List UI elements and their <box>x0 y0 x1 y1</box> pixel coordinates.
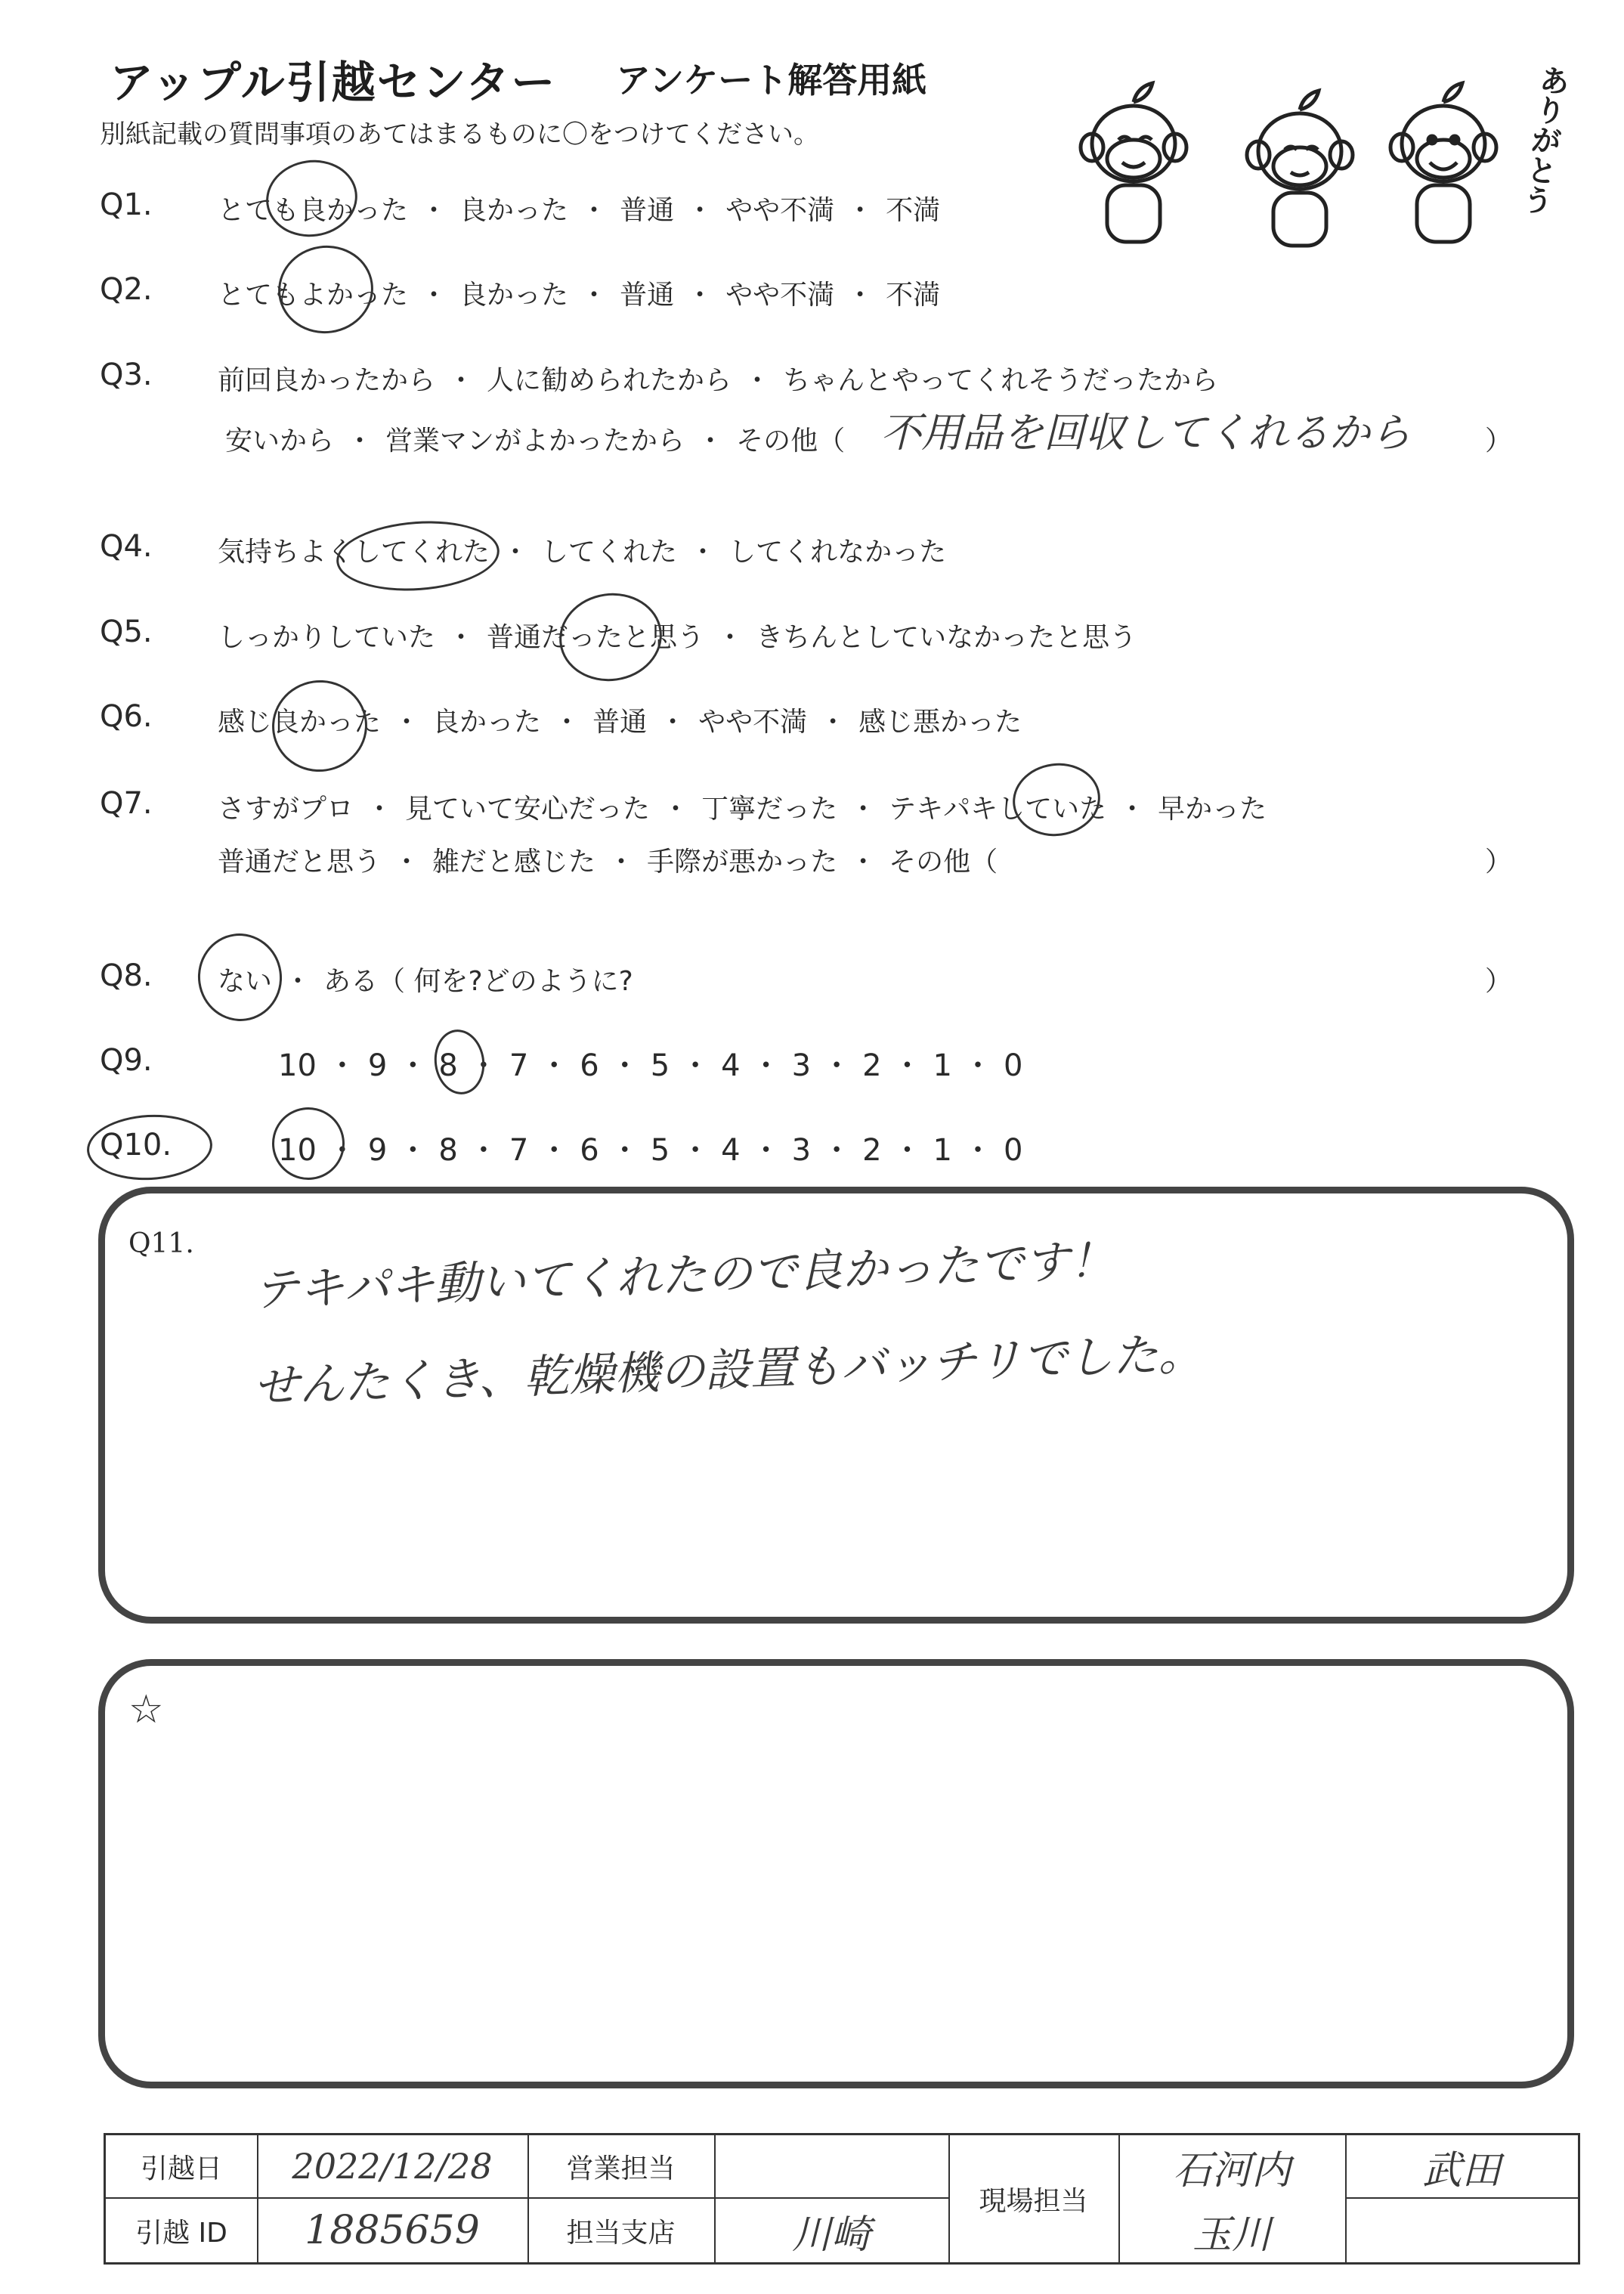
sales-label: 営業担当 <box>566 2153 676 2184</box>
q9-scale: 10 ・ 9 ・ 8 ・ 7 ・ 6 ・ 5 ・ 4 ・ 3 ・ 2 ・ 1 ・ 0 <box>278 1048 1023 1083</box>
monkey-mascot-illustration <box>1035 60 1564 257</box>
q9-score[interactable]: 9 <box>367 1048 388 1083</box>
q8-answer-circle <box>192 928 287 1026</box>
q5-answer-circle <box>554 587 668 688</box>
q10-score[interactable]: 4 <box>721 1133 741 1168</box>
q3-options-line2: 安いから ・ 営業マンがよかったから ・ その他（ <box>225 419 845 458</box>
q5-option[interactable]: しっかりしていた <box>218 622 436 653</box>
q1-option[interactable]: 普通 <box>620 195 675 226</box>
q10-score[interactable]: 3 <box>791 1133 812 1168</box>
q3-option[interactable]: 安いから <box>225 426 335 457</box>
q8-option[interactable]: ない <box>218 966 273 997</box>
q10-score[interactable]: 10 <box>278 1133 317 1168</box>
q9-score[interactable]: 7 <box>509 1048 529 1083</box>
q9-score[interactable]: 0 <box>1003 1048 1023 1083</box>
q6-option[interactable]: 良かった <box>432 707 542 738</box>
q3-option[interactable]: 前回良かったから <box>218 365 436 396</box>
q6-answer-circle <box>266 674 373 778</box>
q7-label: Q7. <box>100 786 153 821</box>
q4-option[interactable]: してくれた <box>541 537 678 568</box>
q3-option[interactable]: 人に勧められたから <box>487 365 732 396</box>
q6-options: 感じ良かった ・ 良かった ・ 普通 ・ やや不満 ・ 感じ悪かった <box>218 701 1022 739</box>
q2-option[interactable]: 良かった <box>459 280 569 311</box>
q1-option[interactable]: 不満 <box>886 195 941 226</box>
q5-option[interactable]: 普通だったと思う <box>487 622 705 653</box>
q2-answer-circle <box>273 240 379 339</box>
q3-other-answer[interactable]: 不用品を回収してくれるから <box>880 409 1411 457</box>
q1-label: Q1. <box>100 187 153 222</box>
q5-option[interactable]: きちんとしていなかったと思う <box>756 622 1137 653</box>
q11-answer-line1: テキパキ動いてくれたので良かったです！ <box>252 1234 1116 1317</box>
q5-options: しっかりしていた ・ 普通だったと思う ・ きちんとしていなかったと思う <box>218 616 1137 655</box>
instruction-text: 別紙記載の質問事項のあてはまるものに〇をつけてください。 <box>100 119 819 150</box>
q11-label: Q11. <box>128 1228 194 1259</box>
q7-option[interactable]: 早かった <box>1158 794 1267 825</box>
q10-score[interactable]: 2 <box>862 1133 882 1168</box>
sales-value[interactable] <box>714 2135 948 2197</box>
q10-answer-circle <box>268 1103 349 1184</box>
q7-option[interactable]: 手際が悪かった <box>647 847 838 878</box>
q3-option[interactable]: その他（ <box>736 426 846 457</box>
q7-option[interactable]: 丁寧だった <box>701 794 838 825</box>
q7-close-paren: ） <box>1485 847 1513 878</box>
q1-options: とても良かった ・ 良かった ・ 普通 ・ やや不満 ・ 不満 <box>218 189 940 228</box>
q6-label: Q6. <box>100 699 153 734</box>
q6-option[interactable]: 感じ良かった <box>218 707 382 738</box>
q10-label-circle <box>85 1112 214 1184</box>
q9-answer-circle <box>430 1026 488 1097</box>
q9-score[interactable]: 2 <box>862 1048 882 1083</box>
star-label: ☆ <box>128 1687 164 1732</box>
move-id-label: 引越 ID <box>135 2217 227 2249</box>
branch-label: 担当支店 <box>566 2217 676 2249</box>
q6-option[interactable]: やや不満 <box>698 707 808 738</box>
q9-score[interactable]: 10 <box>278 1048 317 1083</box>
q10-label: Q10. <box>100 1128 172 1162</box>
q10-score[interactable]: 7 <box>509 1133 529 1168</box>
q7-options-line2: 普通だと思う ・ 雑だと感じた ・ 手際が悪かった ・ その他（ <box>218 841 998 879</box>
q7-option[interactable]: さすがプロ <box>218 794 354 825</box>
q9-score[interactable]: 6 <box>580 1048 599 1083</box>
q10-score[interactable]: 9 <box>367 1133 388 1168</box>
q8-options: ない ・ ある（ 何を?どのように? <box>218 960 633 998</box>
move-id-value[interactable]: 1885659 <box>305 2208 480 2253</box>
site-staff-name[interactable] <box>1345 2199 1578 2262</box>
thanks-text: ありがとう <box>1516 62 1572 218</box>
q1-answer-circle <box>261 154 363 243</box>
q10-score[interactable]: 0 <box>1003 1133 1023 1168</box>
q2-options: とてもよかった ・ 良かった ・ 普通 ・ やや不満 ・ 不満 <box>218 274 940 312</box>
q10-scale: 10 ・ 9 ・ 8 ・ 7 ・ 6 ・ 5 ・ 4 ・ 3 ・ 2 ・ 1 ・ 0 <box>278 1133 1023 1168</box>
branch-value[interactable]: 川崎 <box>791 2212 871 2258</box>
form-title: アンケート解答用紙 <box>616 60 927 101</box>
q6-option[interactable]: 普通 <box>592 707 648 738</box>
extra-comment-box[interactable] <box>98 1659 1574 2088</box>
move-date-label: 引越日 <box>140 2153 222 2184</box>
q1-option[interactable]: やや不満 <box>725 195 835 226</box>
q9-label: Q9. <box>100 1043 153 1078</box>
q4-options: 気持ちよくしてくれた ・ してくれた ・ してくれなかった <box>218 531 946 569</box>
q10-score[interactable]: 8 <box>438 1133 458 1168</box>
q7-answer-circle <box>1008 757 1105 841</box>
q10-score[interactable]: 5 <box>650 1133 670 1168</box>
q6-option[interactable]: 感じ悪かった <box>858 707 1022 738</box>
q1-option[interactable]: とても良かった <box>218 195 409 226</box>
q3-close-paren: ） <box>1485 426 1513 457</box>
q11-answer-line2: せんたくき、乾燥機の設置もバッチリでした。 <box>252 1327 1205 1413</box>
site-staff-name[interactable]: 石河内 <box>1172 2147 1291 2193</box>
q10-score[interactable]: 6 <box>580 1133 599 1168</box>
move-info-table <box>104 2133 1580 2265</box>
q9-score[interactable]: 8 <box>438 1048 458 1083</box>
q7-option[interactable]: 普通だと思う <box>218 847 382 878</box>
q4-label: Q4. <box>100 529 153 564</box>
q3-options-line1: 前回良かったから ・ 人に勧められたから ・ ちゃんとやってくれそうだったから <box>218 359 1218 398</box>
site-staff-name[interactable]: 武田 <box>1421 2147 1501 2193</box>
q10-score[interactable]: 1 <box>933 1133 952 1168</box>
move-date-value[interactable]: 2022/12/28 <box>292 2146 493 2187</box>
q4-answer-circle <box>334 516 502 596</box>
q7-option[interactable]: 見ていて安心だった <box>405 794 651 825</box>
brand-name: アップル引越センター <box>110 57 557 108</box>
q2-label: Q2. <box>100 272 153 307</box>
q7-options-line1: さすがプロ ・ 見ていて安心だった ・ 丁寧だった ・ テキパキしていた ・ 早かった <box>218 788 1267 826</box>
q9-score[interactable]: 4 <box>721 1048 741 1083</box>
q8-close-paren: ） <box>1485 966 1513 997</box>
q3-option[interactable]: ちゃんとやってくれそうだったから <box>783 365 1219 396</box>
q1-option[interactable]: 良かった <box>459 195 569 226</box>
q4-option[interactable]: してくれなかった <box>728 537 947 568</box>
q7-option[interactable]: その他（ <box>889 847 998 878</box>
q3-option[interactable]: 営業マンがよかったから <box>385 426 685 457</box>
q9-score[interactable]: 3 <box>791 1048 812 1083</box>
q2-option[interactable]: 不満 <box>886 280 941 311</box>
site-staff-label: 現場担当 <box>979 2185 1088 2217</box>
q3-label: Q3. <box>100 358 153 392</box>
q2-option[interactable]: やや不満 <box>725 280 835 311</box>
q4-option[interactable]: 気持ちよくしてくれた <box>218 537 490 568</box>
q8-option[interactable]: ある（ 何を?どのように? <box>323 966 633 997</box>
q2-option[interactable]: とてもよかった <box>218 280 409 311</box>
site-staff-name[interactable]: 玉川 <box>1192 2212 1271 2258</box>
q9-score[interactable]: 1 <box>933 1048 952 1083</box>
q9-score[interactable]: 5 <box>650 1048 670 1083</box>
q2-option[interactable]: 普通 <box>620 280 675 311</box>
q7-option[interactable]: 雑だと感じた <box>432 847 596 878</box>
q7-option[interactable]: テキパキしていた <box>889 794 1107 825</box>
q5-label: Q5. <box>100 615 153 649</box>
q8-label: Q8. <box>100 958 153 993</box>
